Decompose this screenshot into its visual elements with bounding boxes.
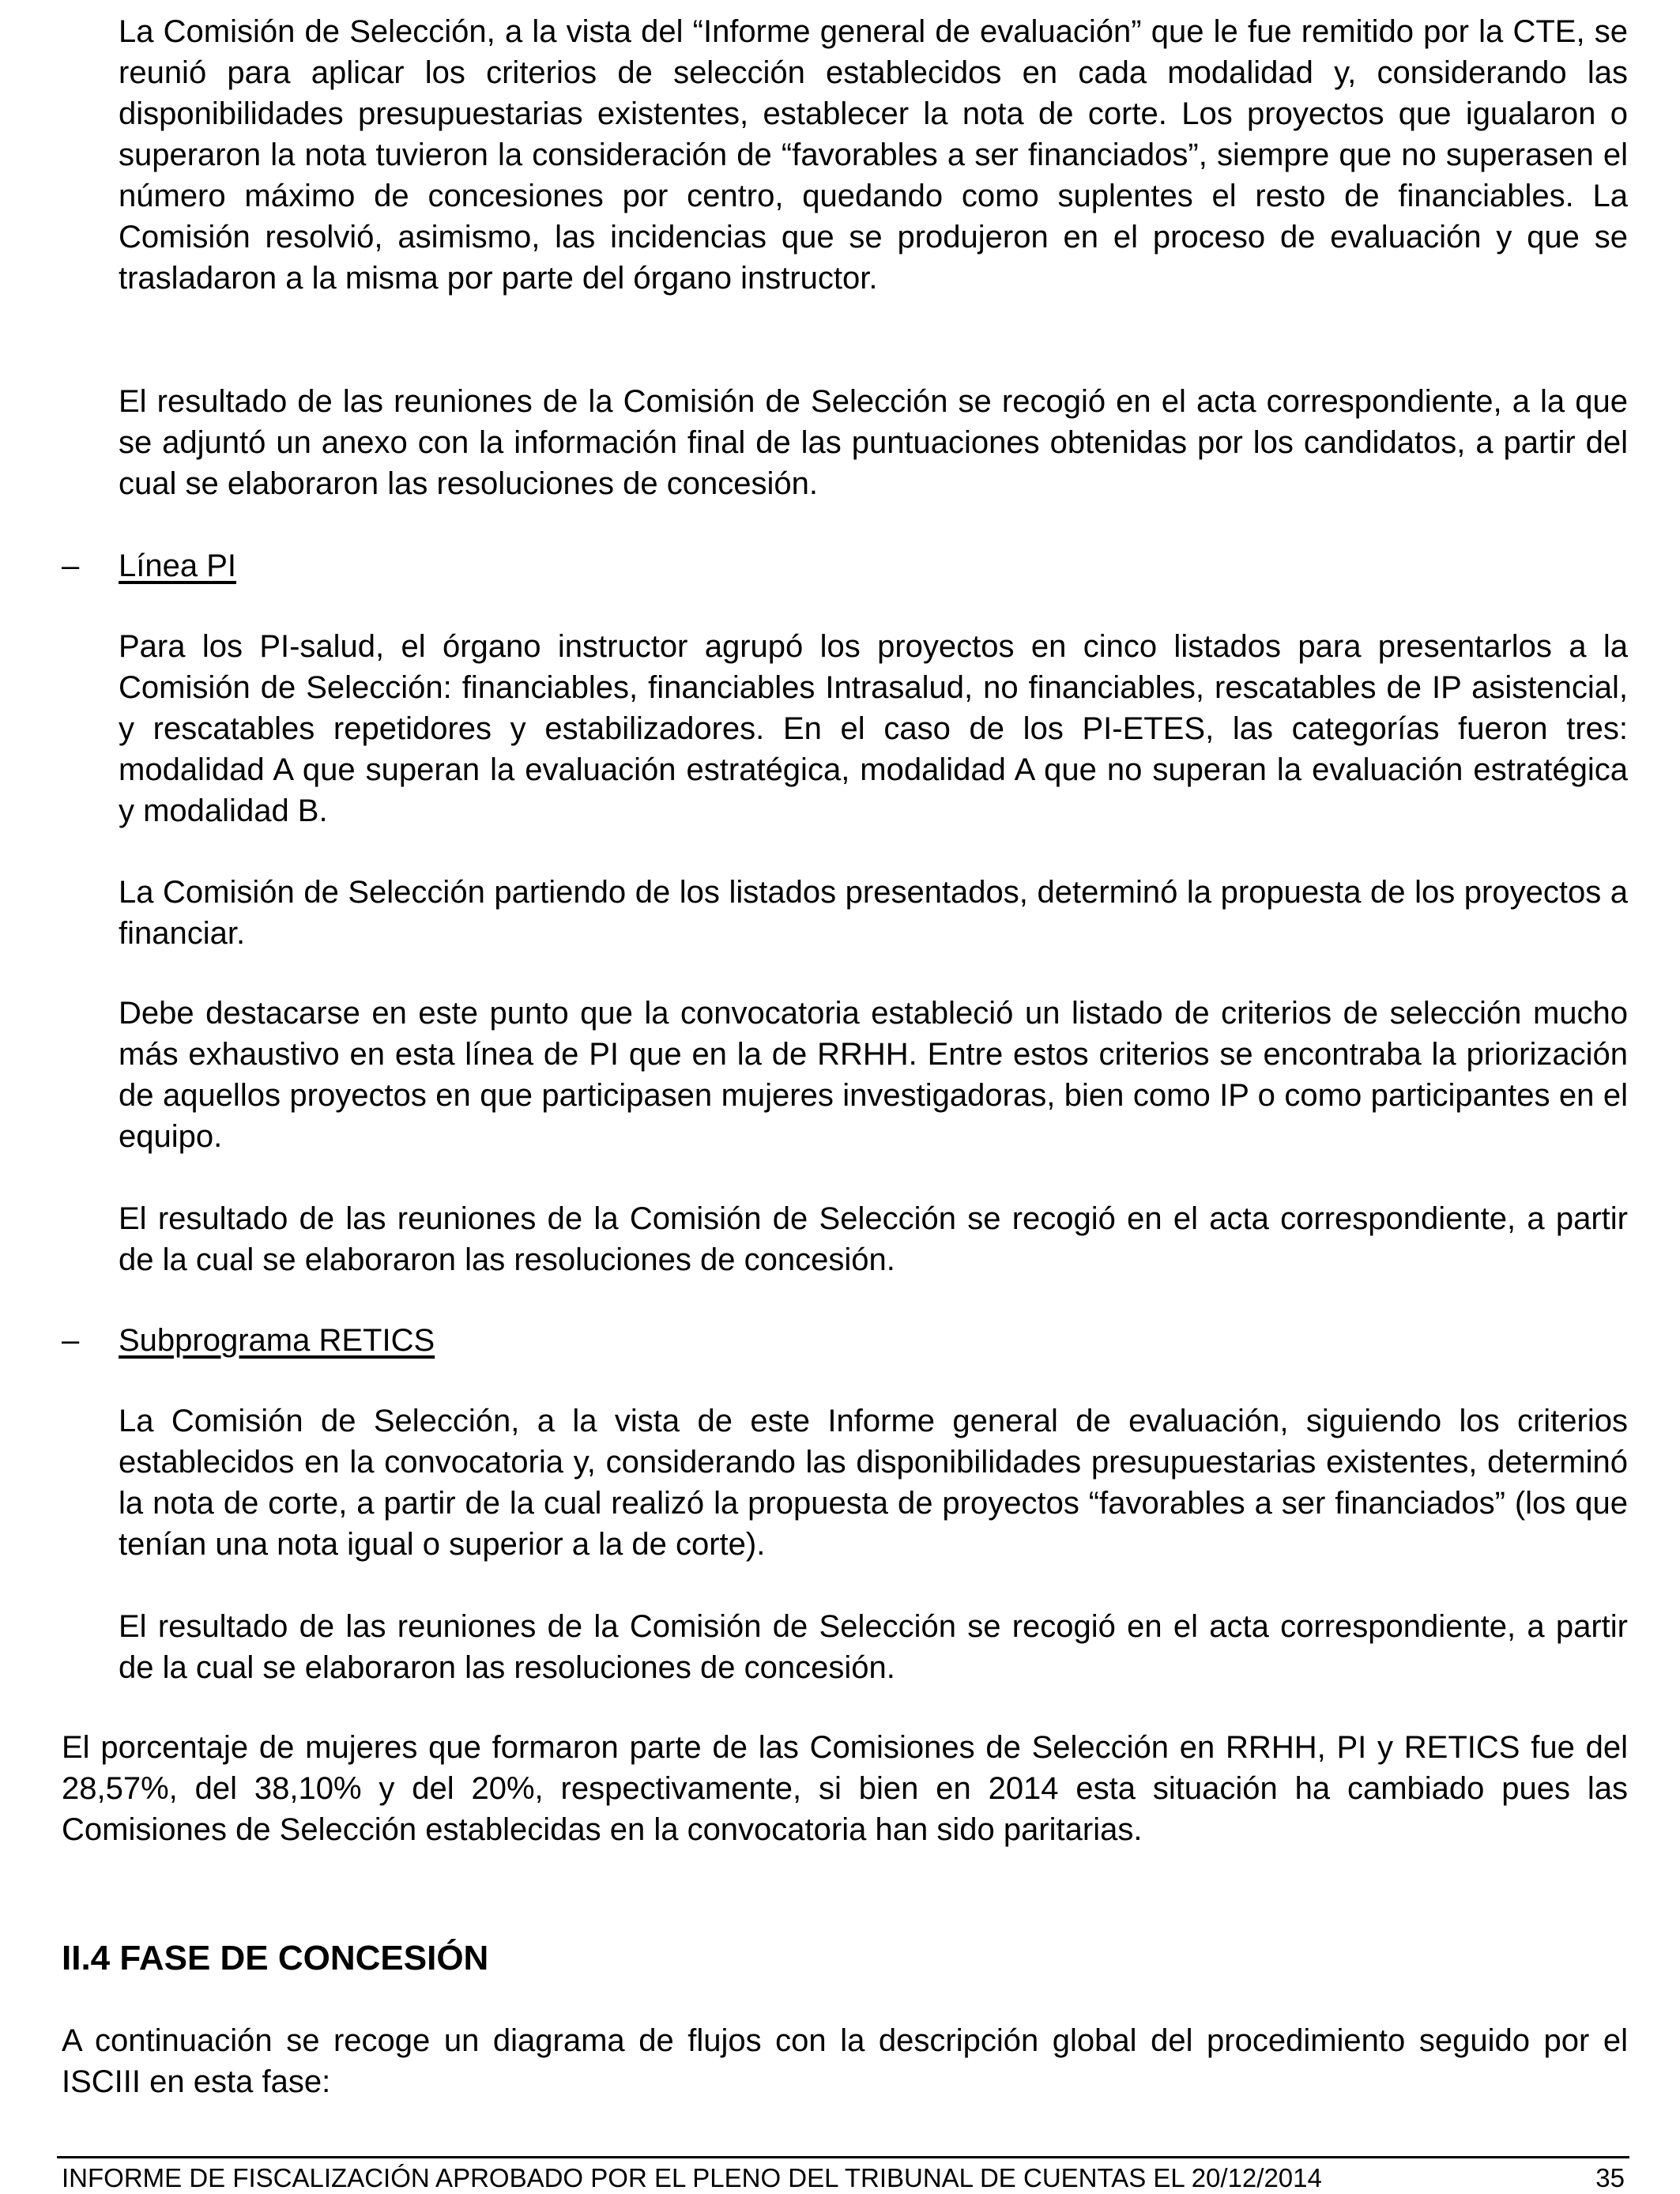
list-bullet: – — [62, 1323, 80, 1358]
section-heading: II.4 FASE DE CONCESIÓN — [62, 1939, 489, 1977]
paragraph-selection-committee: La Comisión de Selección, a la vista del “Informe general de evaluación” que le fue remitido por la CTE, se reunió para aplicar los criterios de selección establecidos en cada modalidad y, considerando las disponibilidades presupuestarias existentes, establecer la nota de corte. Los proyectos que igualaron o superaron la nota tuvieron la consideración de “favorables a ser financiados”, siempre que no superasen el número máximo de concesiones por centro, quedando como suplentes el resto de financiables. La Comisión resolvió, asimismo, las incidencias que se produjeron en el proceso de evaluación y que se trasladaron a la misma por parte del órgano instructor. — [119, 14, 1628, 296]
page-number: 35 — [1595, 2163, 1625, 2192]
subheading-retics: Subprograma RETICS — [119, 1323, 435, 1358]
paragraph-retics-nota: La Comisión de Selección, a la vista de este Informe general de evaluación, siguiendo los criterios establecidos en la convocatoria y, considerando las disponibilidades presupuestarias existentes, determinó la nota de corte, a partir de la cual realizó la propuesta de proyectos “favorables a ser financiados” (los que tenían una nota igual o superior a la de corte). — [119, 1404, 1628, 1562]
paragraph-pi-listados: Para los PI-salud, el órgano instructor agrupó los proyectos en cinco listados para presentarlos a la Comisión de Selección: financiables, financiables Intrasalud, no financiables, rescatables de IP asistencial, y rescatables repetidores y estabilizadores. En el caso de los PI-ETES, las categorías fueron tres: modalidad A que superan la evaluación estratégica, modalidad A que no superan la evaluación estratégica y modalidad B. — [119, 629, 1628, 828]
paragraph-women-percentage: El porcentaje de mujeres que formaron parte de las Comisiones de Selección en RRHH, PI y RETICS fue del 28,57%, del 38,10% y del 20%, respectivamente, si bien en 2014 esta situación ha cambiado pues las Comisiones de Selección establecidas en la convocatoria han sido paritarias. — [62, 1730, 1628, 1847]
footer-rule — [57, 2156, 1629, 2158]
paragraph-pi-criterios: Debe destacarse en este punto que la convocatoria estableció un listado de criterios de selección mucho más exhaustivo en esta línea de PI que en la de RRHH. Entre estos criterios se encontraba la priorización de aquellos proyectos en que participasen mujeres investigadoras, bien como IP o como participantes en el equipo. — [119, 996, 1628, 1154]
paragraph-pi-result: El resultado de las reuniones de la Comisión de Selección se recogió en el acta correspondiente, a partir de la cual se elaboraron las resoluciones de concesión. — [119, 1201, 1628, 1277]
subheading-linea-pi: Línea PI — [119, 548, 237, 583]
list-bullet: – — [62, 548, 80, 583]
paragraph-retics-result: El resultado de las reuniones de la Comisión de Selección se recogió en el acta correspondiente, a partir de la cual se elaboraron las resoluciones de concesión. — [119, 1609, 1628, 1685]
paragraph-pi-propuesta: La Comisión de Selección partiendo de los listados presentados, determinó la propuesta de los proyectos a financiar. — [119, 875, 1628, 951]
paragraph-flow-intro: A continuación se recoge un diagrama de flujos con la descripción global del procedimiento seguido por el ISCIII en esta fase: — [62, 2023, 1628, 2099]
paragraph-rrhh-result: El resultado de las reuniones de la Comisión de Selección se recogió en el acta correspondiente, a la que se adjuntó un anexo con la información final de las puntuaciones obtenidas por los candidatos, a partir del cual se elaboraron las resoluciones de concesión. — [119, 384, 1628, 501]
footer-text: INFORME DE FISCALIZACIÓN APROBADO POR EL PLENO DEL TRIBUNAL DE CUENTAS EL 20/12/2014 — [62, 2163, 1322, 2192]
